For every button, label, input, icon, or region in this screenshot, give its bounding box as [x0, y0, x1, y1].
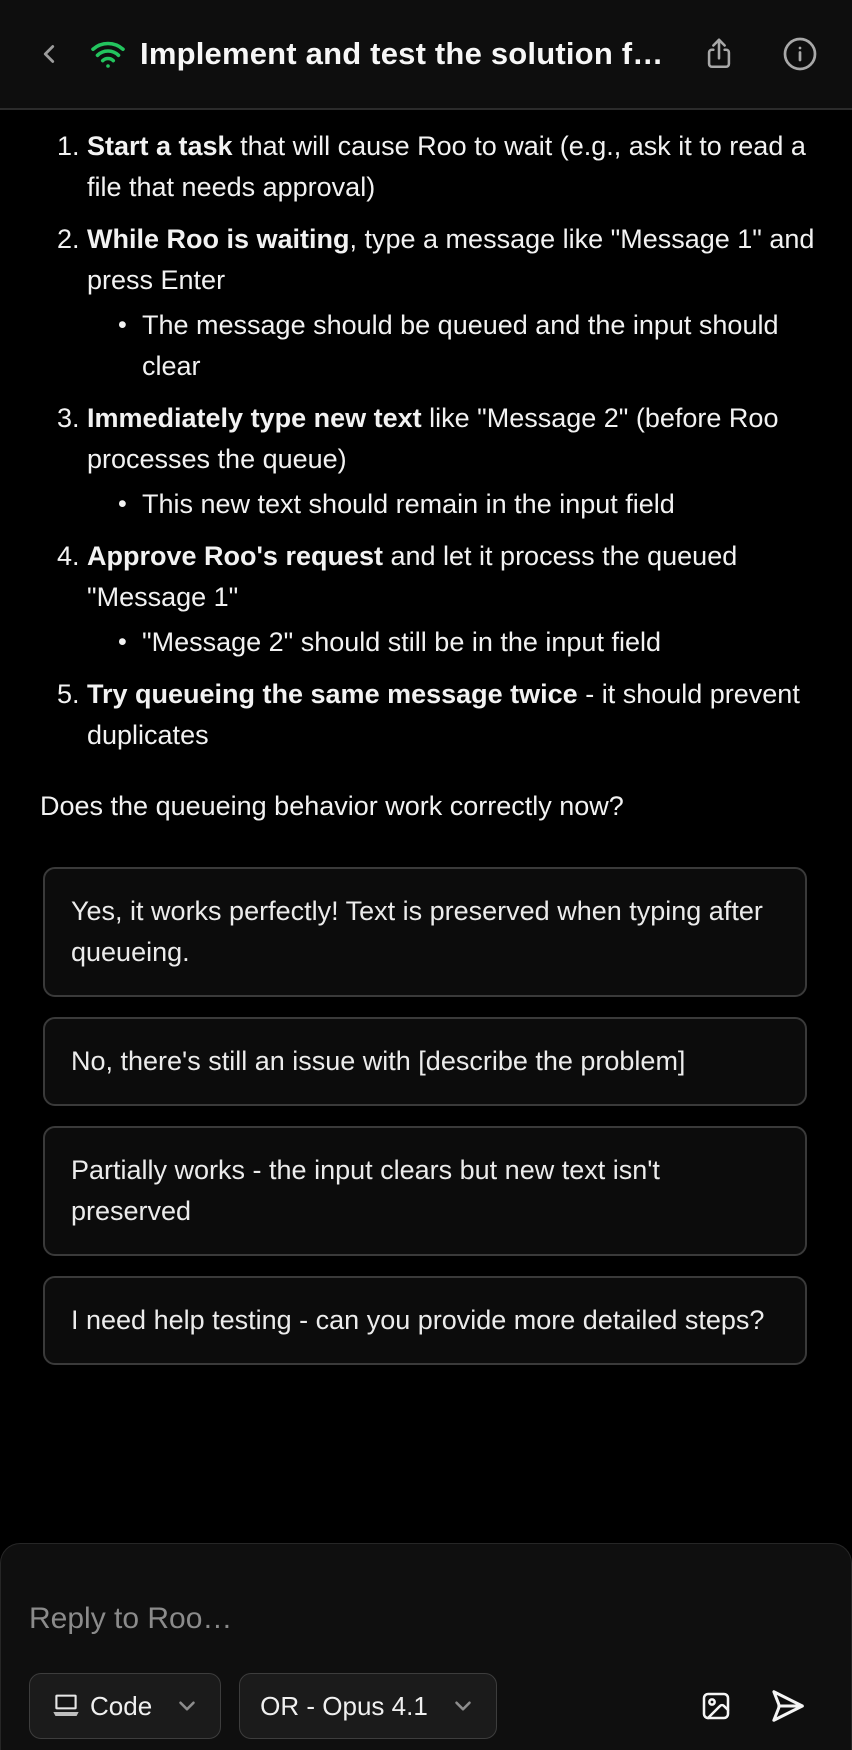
step-bold: Approve Roo's request — [87, 541, 383, 571]
attach-image-button[interactable] — [700, 1690, 732, 1722]
composer-toolbar — [29, 1673, 806, 1739]
chat-content — [0, 110, 852, 827]
mode-label: Code — [90, 1690, 153, 1721]
chevron-down-icon — [450, 1693, 476, 1719]
step-item-4 — [87, 536, 816, 663]
step-text: and let it process the queued "Message 1" — [87, 541, 738, 612]
suggested-reply-button-4[interactable]: I need help testing - can you provide more detailed steps? — [43, 1276, 807, 1365]
step-bold: While Roo is waiting — [87, 224, 350, 254]
header — [0, 0, 852, 110]
step-bold: Start a task — [87, 131, 233, 161]
model-selector[interactable] — [239, 1673, 497, 1739]
step-text: that will cause Roo to wait (e.g., ask it to read a file that needs approval) — [87, 131, 806, 202]
question-text: Does the queueing behavior work correctly now? — [40, 791, 624, 821]
share-icon — [702, 37, 736, 71]
substep-list — [87, 622, 816, 663]
info-icon — [782, 36, 818, 72]
back-button[interactable] — [34, 39, 64, 69]
send-button[interactable] — [768, 1687, 806, 1725]
connection-status — [90, 36, 126, 72]
substep-list — [87, 484, 816, 525]
step-text: like "Message 2" (before Roo processes the queue) — [87, 403, 779, 474]
step-text: - it should prevent duplicates — [87, 679, 800, 750]
substep-item: • This new text should remain in the input field — [142, 484, 816, 525]
substep-item: • The message should be queued and the input should clear — [142, 305, 816, 387]
send-icon — [768, 1687, 806, 1725]
step-item-5 — [87, 674, 816, 756]
step-item-2 — [87, 219, 816, 387]
model-label: OR - Opus 4.1 — [260, 1690, 428, 1721]
wifi-icon — [90, 36, 126, 72]
suggested-replies — [0, 827, 852, 1365]
laptop-icon — [50, 1690, 90, 1722]
step-item-3 — [87, 398, 816, 525]
chevron-left-icon — [34, 39, 64, 69]
suggested-reply-button-2[interactable]: No, there's still an issue with [describe the problem] — [43, 1017, 807, 1106]
step-bold: Immediately type new text — [87, 403, 422, 433]
share-button[interactable] — [702, 37, 736, 71]
test-steps-list — [40, 126, 816, 756]
suggested-reply-button-1[interactable]: Yes, it works perfectly! Text is preserved when typing after queueing. — [43, 867, 807, 997]
reply-input[interactable]: Reply to Roo… — [29, 1602, 233, 1635]
mode-selector[interactable] — [29, 1673, 221, 1739]
suggested-reply-button-3[interactable]: Partially works - the input clears but new text isn't preserved — [43, 1126, 807, 1256]
image-icon — [700, 1690, 732, 1722]
page-title: Implement and test the solution f… — [140, 36, 664, 71]
substep-list — [87, 305, 816, 387]
substep-item: • "Message 2" should still be in the input field — [142, 622, 816, 663]
step-bold: Try queueing the same message twice — [87, 679, 578, 709]
reply-composer — [0, 1543, 852, 1750]
info-button[interactable] — [782, 36, 818, 72]
chevron-down-icon — [174, 1693, 200, 1719]
step-item-1 — [87, 126, 816, 208]
step-text: , type a message like "Message 1" and press Enter — [87, 224, 815, 295]
